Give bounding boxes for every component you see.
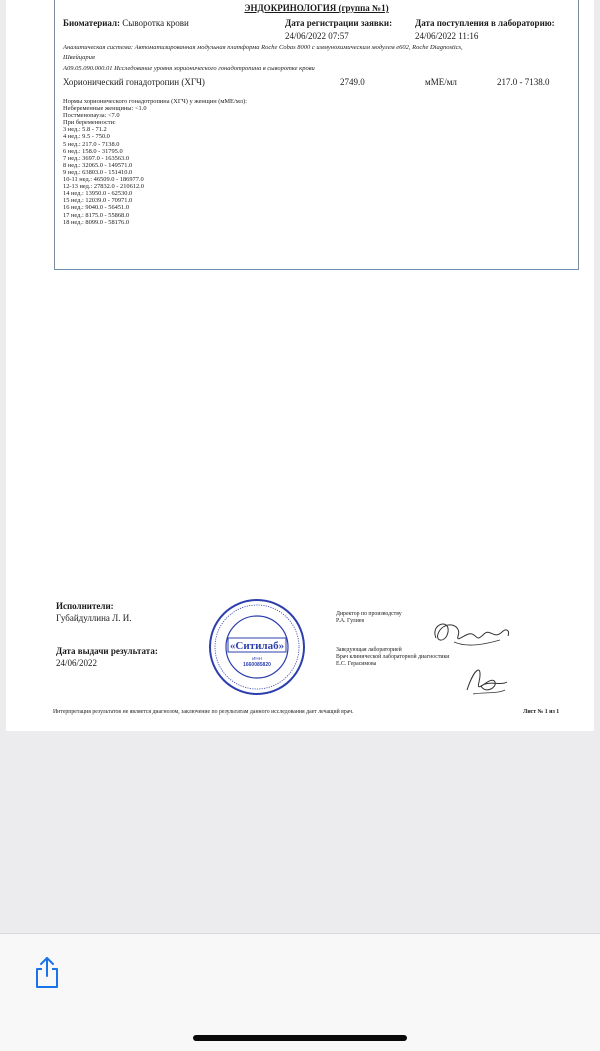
analytic-system-line1: Аналитическая система: Автоматизированная модульная платформа Roche Cobas 8000 с иммунохимическим модулем e602, Roche Diagnostics,	[63, 44, 463, 51]
reference-norms	[63, 98, 247, 226]
result-name: Хорионический гонадотропин (ХГЧ)	[63, 77, 205, 87]
executors-label: Исполнители:	[56, 601, 114, 611]
norm-line: 14 нед.: 13950.0 - 62530.0	[63, 190, 133, 198]
bottom-toolbar	[0, 933, 600, 1051]
head-signature	[461, 660, 511, 700]
footer-note: Интерпретация результатов не является диагнозом, заключение по результатам данного исследования дает лечащий врач.	[53, 709, 354, 715]
head-position: Врач клинической лабораторной диагностики	[336, 654, 450, 661]
norm-line: 6 нед.: 158.0 - 31795.0	[63, 147, 123, 155]
head-signature-block	[336, 647, 449, 669]
norm-line: 10-11 нед.: 46509.0 - 186977.0	[63, 176, 144, 184]
arrival-date: 24/06/2022 11:16	[415, 31, 479, 41]
director-title: Директор по производству	[336, 611, 402, 617]
stamp-name: «Ситилаб»	[229, 640, 285, 652]
analytic-system-line2: Швейцария	[63, 54, 95, 61]
results-table	[54, 0, 579, 270]
sheet-number: Лист № 1 из 1	[523, 709, 560, 715]
home-indicator[interactable]	[193, 1035, 407, 1041]
norm-line: 3 нед.: 5.8 - 71.2	[63, 126, 107, 134]
registration-date: 24/06/2022 07:57	[285, 31, 349, 41]
executors	[56, 601, 132, 623]
director-name: Р.А. Гулиев	[336, 618, 365, 625]
section-title: ЭНДОКРИНОЛОГИЯ (группа №1)	[244, 3, 389, 13]
result-reference: 217.0 - 7138.0	[497, 77, 550, 87]
norm-line: 16 нед.: 9040.0 - 56451.0	[63, 204, 130, 212]
norm-line: 4 нед.: 9.5 - 750.0	[63, 133, 110, 141]
organization-stamp	[208, 598, 306, 696]
norm-line: При беременности:	[63, 119, 116, 127]
share-icon[interactable]	[33, 955, 61, 989]
result-value: 2749.0	[340, 77, 365, 87]
issue-value: 24/06/2022	[56, 658, 98, 668]
issue-label: Дата выдачи результата:	[56, 646, 158, 656]
stamp-inn: 1660085820	[243, 662, 271, 668]
issue-date	[56, 646, 158, 668]
executors-name: Губайдуллина Л. И.	[56, 613, 132, 623]
norm-line: 18 нед.: 8099.0 - 58176.0	[63, 218, 130, 226]
norm-line: 15 нед.: 12039.0 - 70971.0	[63, 197, 133, 205]
biomaterial	[63, 18, 189, 28]
norm-line: 17 нед.: 8175.0 - 55868.0	[63, 211, 130, 219]
test-code-line: A09.05.090.000.01 Исследование уровня хорионического гонадотропина в сыворотке крови	[63, 65, 315, 72]
head-name: Е.С. Герасимова	[336, 661, 377, 668]
registration-label: Дата регистрации заявки:	[285, 18, 393, 28]
report-page	[6, 0, 594, 731]
norm-line: Постменопауза: <7.0	[63, 112, 120, 120]
norm-line: 12-13 нед.: 27832.0 - 210612.0	[63, 183, 144, 191]
biomaterial-label: Биоматериал:	[63, 18, 121, 28]
arrival-label: Дата поступления в лабораторию:	[415, 18, 555, 28]
head-title: Заведующая лабораторией	[336, 647, 402, 653]
biomaterial-value: Сыворотка крови	[122, 18, 189, 28]
director-signature-block	[336, 611, 402, 625]
norm-line: 9 нед.: 63803.0 - 151410.0	[63, 168, 133, 176]
result-units: мМЕ/мл	[425, 77, 457, 87]
norm-line: 7 нед.: 3697.0 - 163563.0	[63, 154, 130, 162]
stamp-inn-label: ИНН	[252, 656, 262, 661]
norm-line: Небеременные женщины: <1.0	[63, 105, 147, 113]
norm-line: 8 нед.: 32065.0 - 149571.0	[63, 161, 133, 169]
norm-line: 5 нед.: 217.0 - 7138.0	[63, 140, 120, 148]
norm-line: Нормы хорионического гонадотропина (ХГЧ) у женщин (мМЕ/мл):	[63, 98, 247, 105]
